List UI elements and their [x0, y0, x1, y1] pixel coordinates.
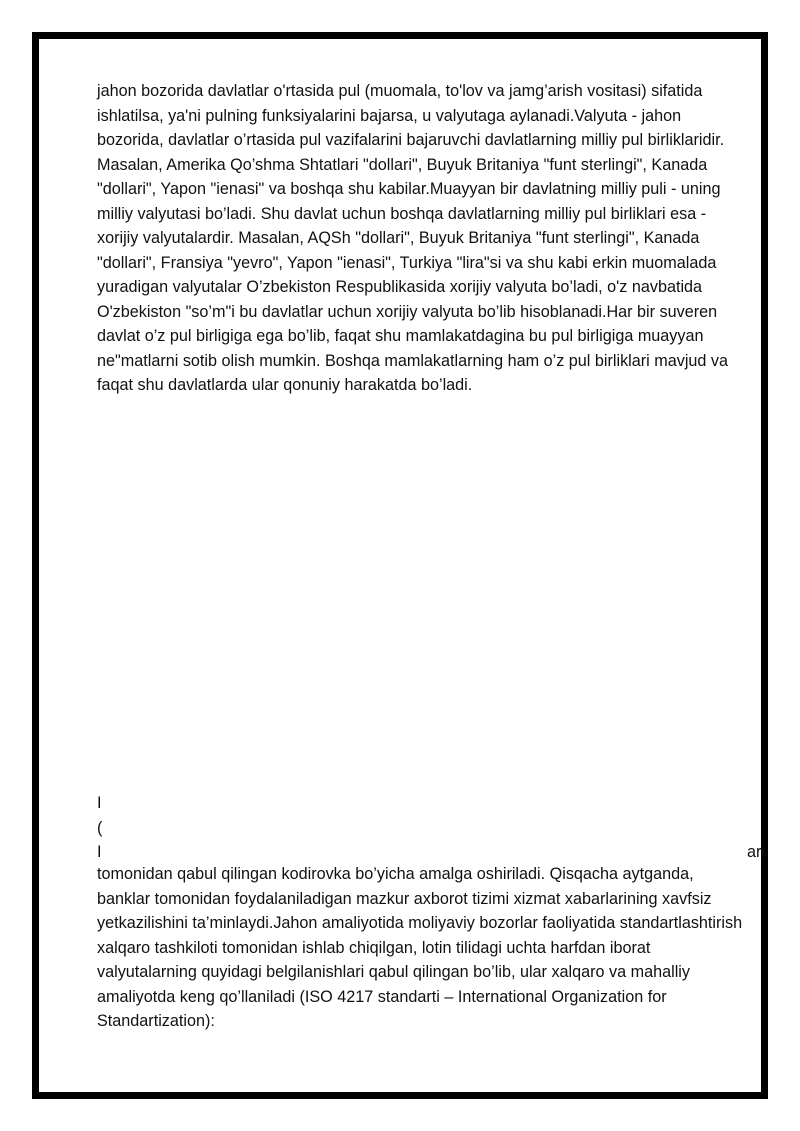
paragraph-currency-definition: jahon bozorida davlatlar o'rtasida pul (muomala, to'lov va jamg’arish vositasi) sifatida ishlatilsa, ya'ni pulning funksiyalarini bajarsa, u valyutaga aylanadi.Valyuta - jahon bozorida, davlatlar o’rtasida pul vazifalarini bajaruvchi davlatlarning milliy pul birliklaridir. Masalan, Amerika Qo’shma Shtatlari "dollari", Buyuk Britaniya "funt sterlingi", Kanada "dollari", Yapon "ienasi" va boshqa shu kabilar.Muayyan bir davlatning milliy puli - uning milliy valyutasi bo’ladi. Shu davlat uchun boshqa davlatlarning milliy pul birliklari esa - xorijiy valyutalardir. Masalan, AQSh "dollari", Buyuk Britaniya "funt sterlingi", Kanada "dollari", Fransiya "yevro", Yapon "ienasi", Turkiya "lira"si va shu kabi erkin muomalada yuradigan valyutalar O’zbekiston Respublikasida xorijiy valyuta bo’ladi, o'z navbatida O'zbekiston "so’m"i bu davlatlar uchun xorijiy valyuta bo’lib hisoblanadi.Har bir suveren davlat o’z pul birligiga ega bo’lib, faqat shu mamlakatdagina bu pul birligiga muayyan ne"matlarni sotib olish mumkin. Boshqa mamlakatlarning ham o’z pul birliklari mavjud va faqat shu davlatlarda ular qonuniy harakatda bo’ladi.	[97, 82, 729, 394]
fragment-line-1-start: I	[97, 794, 102, 812]
paragraph-iso-4217: tomonidan qabul qilingan kodirovka bo’yicha amalga oshiriladi. Qisqacha aytganda, banklar tomonidan foydalaniladigan mazkur axborot tizimi xizmat xabarlarining xavfsiz yetkazilishini ta’minlaydi.Jahon amaliyotida moliyaviy bozorlar faoliyatida standartlashtirish xalqaro tashkiloti tomonidan ishlab chiqilgan, lotin tilidagi uchta harfdan iborat valyutalarning quyidagi belgilanishlari qabul qilingan bo’lib, ular xalqaro va mahalliy amaliyotda keng qo’llaniladi (ISO 4217 standarti – International Organization for Standartization):	[97, 865, 743, 1030]
fragment-line-3	[97, 840, 765, 865]
fragment-line-3-end: ari	[747, 843, 765, 861]
fragment-line-3-start: I	[97, 843, 102, 861]
clipped-text-fragment	[97, 791, 765, 865]
fragment-line-2	[97, 816, 747, 841]
page-frame	[32, 32, 768, 1099]
fragment-line-2-start: (	[97, 818, 103, 837]
fragment-line-1	[97, 791, 747, 816]
